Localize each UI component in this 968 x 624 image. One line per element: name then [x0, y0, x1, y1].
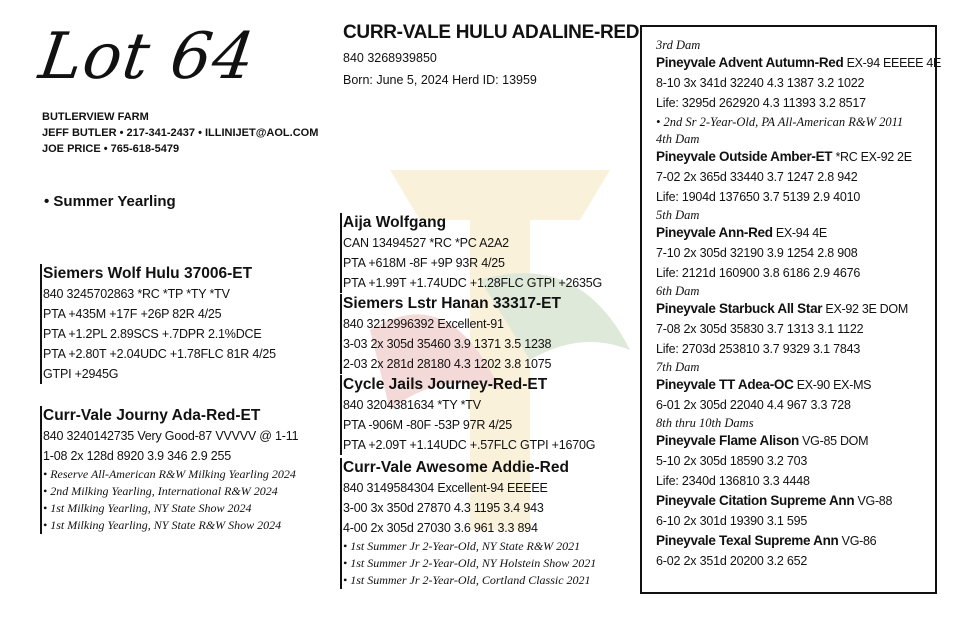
contact-line-2: JOE PRICE • 765-618-5479	[42, 143, 180, 155]
dam-name: Pineyvale Outside Amber-ET *RC EX-92 2E	[656, 149, 912, 164]
ancestor-line: 3-03 2x 305d 35460 3.9 1371 3.5 1238	[343, 337, 552, 351]
ancestor-line: 840 3212996392 Excellent-91	[343, 317, 504, 331]
classification: VG-85 DOM	[798, 434, 869, 448]
dam-name: Pineyvale Ann-Red EX-94 4E	[656, 225, 827, 240]
generation-label: 7th Dam	[656, 360, 700, 374]
ancestor-line: 4-00 2x 305d 27030 3.6 961 3.3 894	[343, 521, 538, 535]
ancestor-line: PTA -906M -80F -53P 97R 4/25	[343, 418, 513, 432]
birth-herd: Born: June 5, 2024 Herd ID: 13959	[343, 73, 537, 87]
ancestor-name: Curr-Vale Awesome Addie-Red	[343, 459, 569, 476]
dam-block	[40, 406, 298, 534]
dam-award: • 2nd Sr 2-Year-Old, PA All-American R&W 2011	[656, 115, 904, 129]
generation-label: 5th Dam	[656, 208, 700, 222]
dam-name: Pineyvale Texal Supreme Ann VG-86	[656, 533, 877, 548]
sire-line: PTA +435M +17F +26P 82R 4/25	[43, 307, 222, 321]
consignor-info	[42, 109, 318, 157]
ancestor-name: Aija Wolfgang	[343, 214, 447, 231]
record-line: 7-08 2x 305d 35830 3.7 1313 3.1 1122	[656, 322, 864, 336]
record-line: 8-10 3x 341d 32240 4.3 1387 3.2 1022	[656, 76, 865, 90]
sire-line: PTA +2.80T +2.04UDC +1.78FLC 81R 4/25	[43, 347, 276, 361]
record-line: 6-01 2x 305d 22040 4.4 967 3.3 728	[656, 398, 851, 412]
dam-name: Pineyvale Flame Alison VG-85 DOM	[656, 433, 869, 448]
classification: EX-90 EX-MS	[793, 378, 872, 392]
lifetime-record: Life: 2703d 253810 3.7 9329 3.1 7843	[656, 342, 861, 356]
sire-block	[40, 264, 276, 384]
dam-name: Pineyvale TT Adea-OC EX-90 EX-MS	[656, 377, 872, 392]
classification: VG-88	[854, 494, 893, 508]
addie-block	[340, 458, 596, 589]
dam-name: Pineyvale Starbuck All Star EX-92 3E DOM	[656, 301, 908, 316]
sire-line: GTPI +2945G	[43, 367, 119, 381]
ancestor-award: • 1st Summer Jr 2-Year-Old, NY Holstein Show 2021	[343, 556, 597, 570]
classification: EX-92 3E DOM	[822, 302, 908, 316]
cycle-block	[340, 375, 595, 455]
record-line: 5-10 2x 305d 18590 3.2 703	[656, 454, 808, 468]
lifetime-record: Life: 2121d 160900 3.8 6186 2.9 4676	[656, 266, 861, 280]
generation-label: 4th Dam	[656, 132, 700, 146]
dam-name: Pineyvale Advent Autumn-Red EX-94 EEEEE 4E	[656, 55, 942, 70]
dam-lineage-box	[640, 25, 942, 594]
lifetime-record: Life: 3295d 262920 4.3 11393 3.2 8517	[656, 96, 866, 110]
ancestor-line: 840 3149584304 Excellent-94 EEEEE	[343, 481, 548, 495]
ancestor-award: • 1st Summer Jr 2-Year-Old, NY State R&W 2021	[343, 539, 581, 553]
ancestor-award: • 1st Summer Jr 2-Year-Old, Cortland Classic 2021	[343, 573, 591, 587]
ancestor-line: PTA +1.99T +1.74UDC +1.28FLC GTPI +2635G	[343, 276, 603, 290]
ancestor-line: PTA +618M -8F +9P 93R 4/25	[343, 256, 505, 270]
dam-award: • 2nd Milking Yearling, International R&W 2024	[43, 484, 278, 498]
record-line: 6-02 2x 351d 20200 3.2 652	[656, 554, 808, 568]
record-line: 7-02 2x 365d 33440 3.7 1247 2.8 942	[656, 170, 858, 184]
registration-number: 840 3268939850	[343, 51, 437, 65]
animal-details	[343, 47, 537, 91]
lifetime-record: Life: 2340d 136810 3.3 4448	[656, 474, 810, 488]
ancestor-line: PTA +2.09T +1.14UDC +.57FLC GTPI +1670G	[343, 438, 596, 452]
dam-line: 1-08 2x 128d 8920 3.9 346 2.9 255	[43, 449, 232, 463]
dam-name: Curr-Vale Journy Ada-Red-ET	[43, 407, 261, 424]
ancestor-name: Cycle Jails Journey-Red-ET	[343, 376, 548, 393]
contact-line-1: JEFF BUTLER • 217-341-2437 • ILLINIJET@AOL.COM	[42, 127, 319, 139]
animal-name: CURR-VALE HULU ADALINE-RED	[343, 22, 640, 43]
farm-name: BUTLERVIEW FARM	[42, 111, 149, 123]
generation-label: 3rd Dam	[656, 38, 701, 52]
lot-number: Lot 64	[34, 20, 260, 94]
dam-name: Pineyvale Citation Supreme Ann VG-88	[656, 493, 893, 508]
sire-line: PTA +1.2PL 2.89SCS +.7DPR 2.1%DCE	[43, 327, 262, 341]
sire-line: 840 3245702863 *RC *TP *TY *TV	[43, 287, 230, 301]
class-label: • Summer Yearling	[44, 193, 176, 210]
record-line: 7-10 2x 305d 32190 3.9 1254 2.8 908	[656, 246, 858, 260]
dam-award: • Reserve All-American R&W Milking Yearling 2024	[43, 467, 296, 481]
ancestor-line: 840 3204381634 *TY *TV	[343, 398, 481, 412]
classification: EX-94 4E	[772, 226, 827, 240]
sire-name: Siemers Wolf Hulu 37006-ET	[43, 265, 253, 282]
lifetime-record: Life: 1904d 137650 3.7 5139 2.9 4010	[656, 190, 861, 204]
generation-label: 6th Dam	[656, 284, 700, 298]
dam-award: • 1st Milking Yearling, NY State R&W Show 2024	[43, 518, 282, 532]
classification: VG-86	[838, 534, 877, 548]
ancestor-line: 2-03 2x 281d 28180 4.3 1202 3.8 1075	[343, 357, 552, 371]
ancestor-line: CAN 13494527 *RC *PC A2A2	[343, 236, 509, 250]
ancestor-name: Siemers Lstr Hanan 33317-ET	[343, 295, 561, 312]
hanan-block	[340, 294, 561, 374]
dam-line: 840 3240142735 Very Good-87 VVVVV @ 1-11	[43, 429, 299, 443]
classification: EX-94 EEEEE 4E	[843, 56, 942, 70]
dam-award: • 1st Milking Yearling, NY State Show 2024	[43, 501, 252, 515]
aija-block	[340, 213, 602, 293]
classification: *RC EX-92 2E	[832, 150, 912, 164]
record-line: 6-10 2x 301d 19390 3.1 595	[656, 514, 808, 528]
ancestor-line: 3-00 3x 350d 27870 4.3 1195 3.4 943	[343, 501, 544, 515]
generation-label: 8th thru 10th Dams	[656, 416, 754, 430]
